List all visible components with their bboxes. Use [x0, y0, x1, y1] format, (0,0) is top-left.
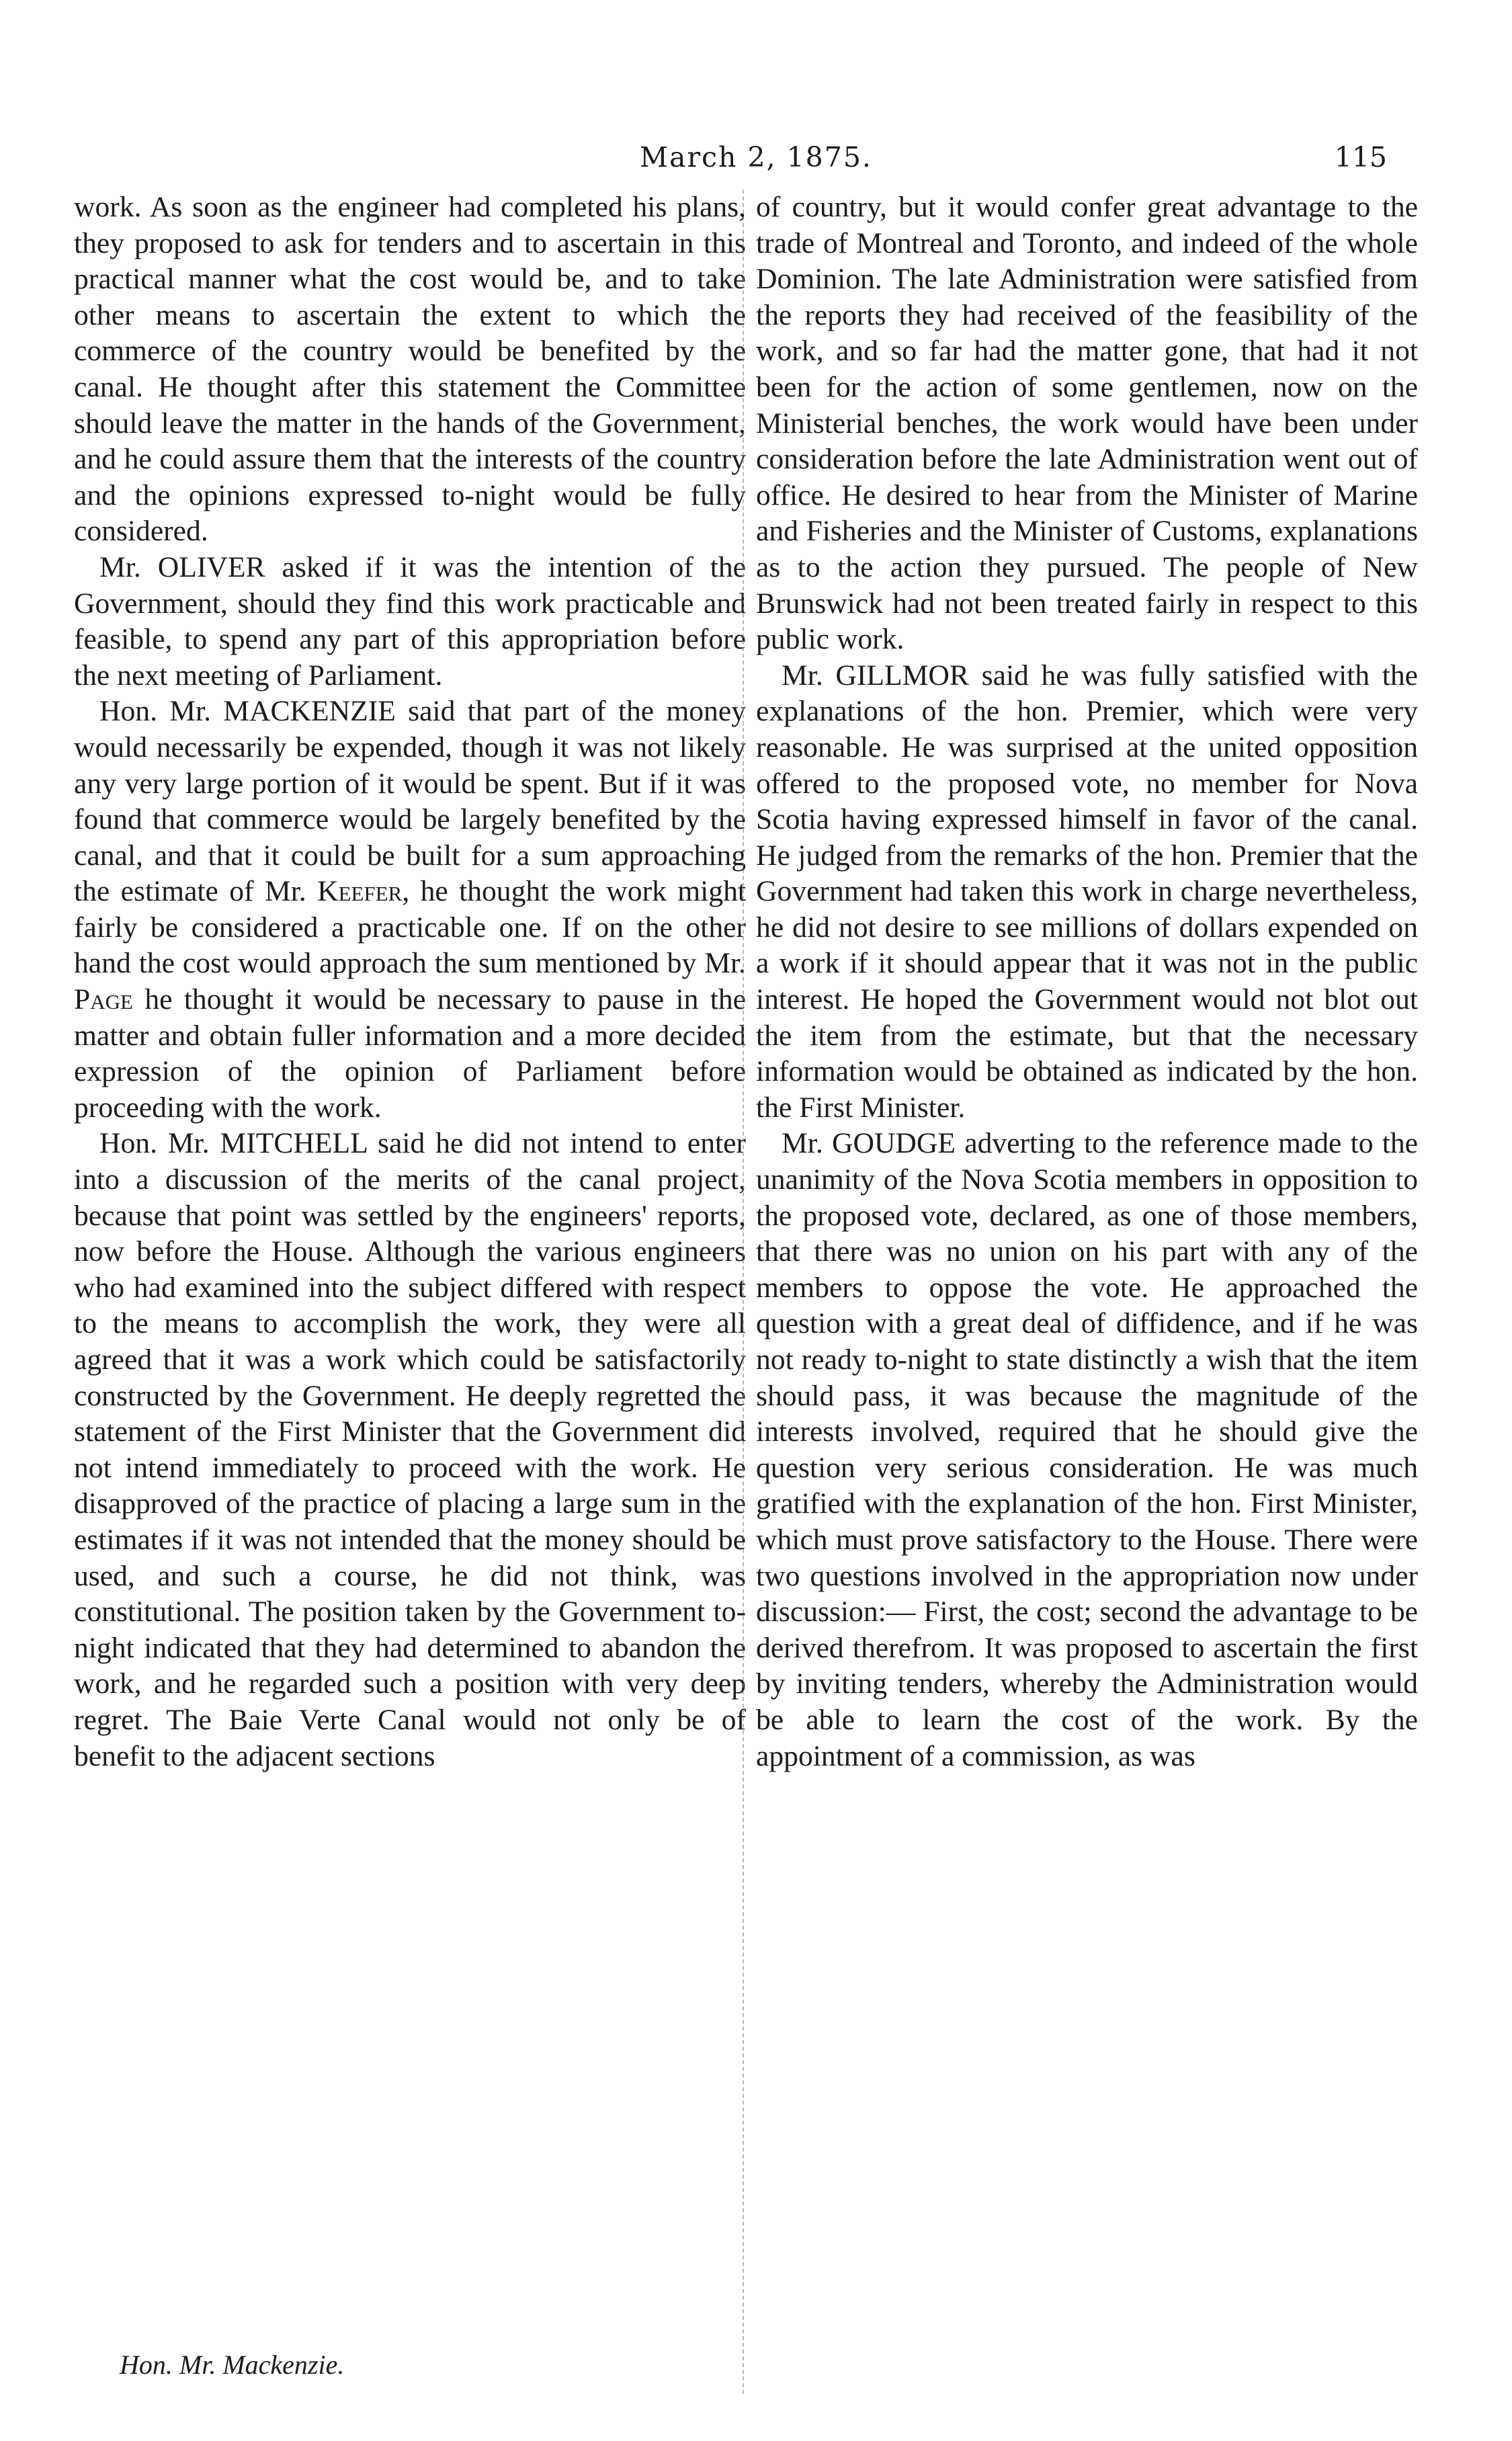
paragraph: Mr. OLIVER asked if it was the intention of the Government, should they find this work practicable and feasible, to spend any part of this appropriation before the next meeting of Parliament.	[74, 550, 746, 692]
paragraph: of country, but it would confer great advantage to the trade of Montreal and Toronto, and indeed of the whole Dominion. The late Administration were satisfied from the reports they had received of the feasibility of the work, and so far had the matter gone, that had it not been for the action of some gentlemen, now on the Ministerial benches, the work would have been under consideration before the late Administration went out of office. He desired to hear from the Minister of Marine and Fisheries and the Minister of Customs, explanations as to the action they pursued. The people of New Brunswick had not been treated fairly in respect to this public work.	[756, 191, 1418, 656]
paragraph: Mr. GOUDGE adverting to the reference made to the unanimity of the Nova Scotia members in opposition to the proposed vote, declared, as one of those members, that there was no union on his part with any of the members to oppose the vote. He approached the question with a great deal of diffidence, and if he was not ready to-night to state distinctly a wish that the item should pass, it was because the magnitude of the interests involved, required that he should give the question very serious consideration. He was much gratified with the explanation of the hon. First Minister, which must prove satisfactory to the House. There were two questions involved in the appropriation now under discussion:— First, the cost; second the advantage to be derived therefrom. It was proposed to ascertain the first by inviting tenders, whereby the Administration would be able to learn the cost of the work. By the appointment of a commission, as was	[756, 1127, 1418, 1772]
paragraph-text: he thought it would be necessary to pause in the matter and obtain fuller information and a more decided expression of the opinion of Parliament before proceeding with the work.	[74, 983, 746, 1124]
speaker-name-keefer: Keefer	[317, 875, 403, 908]
page-number: 115	[1334, 141, 1387, 173]
speaker-name-page: Page	[74, 983, 133, 1016]
right-column	[756, 190, 1418, 1774]
paragraph: Hon. Mr. MITCHELL said he did not intend to enter into a discussion of the merits of the canal project, because that point was settled by the engineers' reports, now before the House. Although the various engineers who had examined into the subject differed with respect to the means to accomplish the work, they were all agreed that it was a work which could be satisfactorily constructed by the Government. He deeply regretted the statement of the First Minister that the Government did not intend immediately to proceed with the work. He disapproved of the practice of placing a large sum in the estimates if it was not intended that the money should be used, and such a course, he did not think, was constitutional. The position taken by the Government to-night indicated that they had determined to abandon the work, and he regarded such a position with very deep regret. The Baie Verte Canal would not only be of benefit to the adjacent sections	[74, 1127, 746, 1772]
paragraph-text: , he thought the work might fairly be considered a practicable one. If on the other hand the cost would approach the sum mentioned by Mr.	[74, 875, 746, 980]
column-divider	[743, 190, 745, 2394]
page-title: March 2, 1875.	[640, 141, 872, 173]
paragraph-text: Hon. Mr. MACKENZIE said that part of the money would necessarily be expended, though it was not likely any very large portion of it would be spent. But if it was found that commerce would be largely benefited by the canal, and that it could be built for a sum approaching the estimate of Mr.	[74, 695, 746, 908]
left-column	[74, 190, 746, 1774]
paragraph	[74, 694, 746, 1126]
catchword: Hon. Mr. Mackenzie.	[120, 2350, 345, 2380]
running-head	[0, 141, 1512, 181]
paragraph: work. As soon as the engineer had completed his plans, they proposed to ask for tenders and to ascertain in this practical manner what the cost would be, and to take other means to ascertain the extent to which the commerce of the country would be benefited by the canal. He thought after this statement the Committee should leave the matter in the hands of the Government, and he could assure them that the interests of the country and the opinions expressed to-night would be fully considered.	[74, 191, 746, 548]
paragraph: Mr. GILLMOR said he was fully satisfied with the explanations of the hon. Premier, which were very reasonable. He was surprised at the united opposition offered to the proposed vote, no member for Nova Scotia having expressed himself in favor of the canal. He judged from the remarks of the hon. Premier that the Government had taken this work in charge nevertheless, he did not desire to see millions of dollars expended on a work if it should appear that it was not in the public interest. He hoped the Government would not blot out the item from the estimate, but that the necessary information would be obtained as indicated by the hon. the First Minister.	[756, 659, 1418, 1124]
